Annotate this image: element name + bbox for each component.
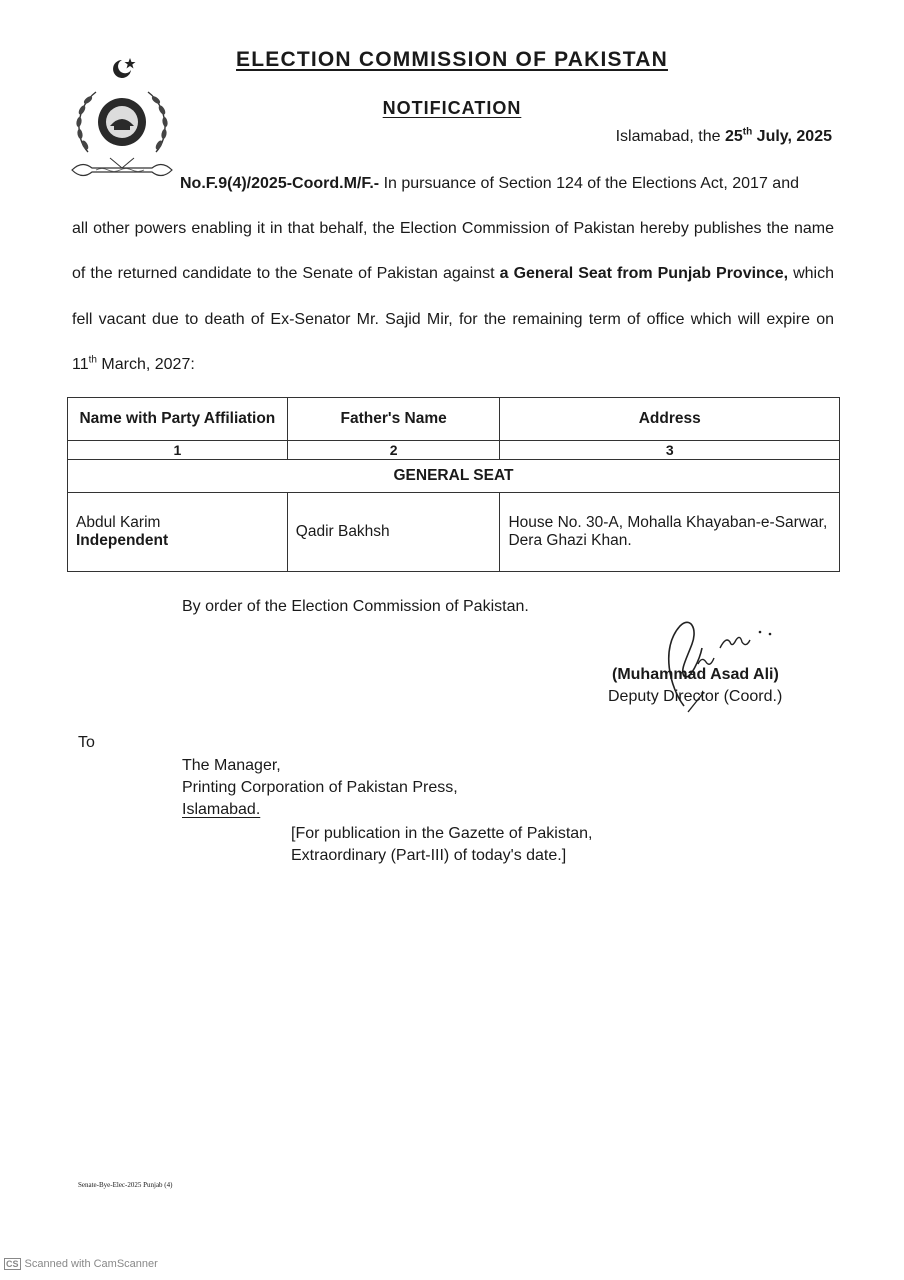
column-number: 3 (500, 441, 840, 460)
camscanner-icon: CS (6, 1259, 19, 1269)
party-affiliation: Independent (76, 532, 169, 549)
date-line: Islamabad, the 25th July, 2025 (615, 126, 832, 145)
recipient-line-1: The Manager, (182, 757, 281, 774)
father-name: Qadir Bakhsh (287, 493, 500, 572)
to-label: To (78, 734, 95, 751)
signatory-name: (Muhammad Asad Ali) (612, 666, 779, 683)
ecp-emblem-logo (66, 52, 178, 190)
scanner-watermark (4, 1258, 158, 1270)
file-reference: Senate-Bye-Elec-2025 Punjab (4) (78, 1181, 173, 1189)
seat-type: GENERAL SEAT (68, 460, 840, 493)
reference-number: No.F.9(4)/2025-Coord.M/F.- (180, 175, 380, 192)
body-line-2: all other powers enabling it in that behalf, the Election Commission of Pakistan hereby publishes the name (72, 220, 834, 237)
table-row (68, 493, 840, 572)
address-cell (500, 493, 840, 572)
address-line-2: Dera Ghazi Khan. (508, 532, 632, 549)
column-header: Address (500, 398, 840, 441)
section-row (68, 460, 840, 493)
publication-note-1: [For publication in the Gazette of Pakistan, (291, 825, 593, 842)
candidate-name: Abdul Karim (76, 514, 161, 531)
column-header: Name with Party Affiliation (68, 398, 288, 441)
recipient-line-3: Islamabad. (182, 801, 261, 818)
column-number: 1 (68, 441, 288, 460)
body-line-1: No.F.9(4)/2025-Coord.M/F.- In pursuance of Section 124 of the Elections Act, 2017 and (180, 175, 799, 192)
signatory-designation: Deputy Director (Coord.) (608, 688, 783, 705)
body-line-3: of the returned candidate to the Senate of Pakistan against a General Seat from Punjab Province, which (72, 265, 835, 282)
notification-heading: NOTIFICATION (382, 98, 522, 118)
recipient-line-2: Printing Corporation of Pakistan Press, (182, 779, 458, 796)
body-line-4: fell vacant due to death of Ex-Senator Mr. Sajid Mir, for the remaining term of office which will expire on (72, 311, 834, 328)
column-number: 2 (287, 441, 500, 460)
scanner-text: Scanned with CamScanner (24, 1258, 158, 1270)
table-header-row (68, 398, 840, 441)
candidate-cell (68, 493, 288, 572)
column-header: Father's Name (287, 398, 500, 441)
order-line: By order of the Election Commission of Pakistan. (182, 598, 529, 615)
publication-note-2: Extraordinary (Part-III) of today's date.] (291, 847, 567, 864)
organization-title: ELECTION COMMISSION OF PAKISTAN (236, 48, 668, 71)
column-number-row (68, 441, 840, 460)
address-line-1: House No. 30-A, Mohalla Khayaban-e-Sarwar, (508, 514, 828, 531)
body-line-5: 11th March, 2027: (72, 354, 195, 373)
returned-candidate-table (67, 397, 840, 572)
